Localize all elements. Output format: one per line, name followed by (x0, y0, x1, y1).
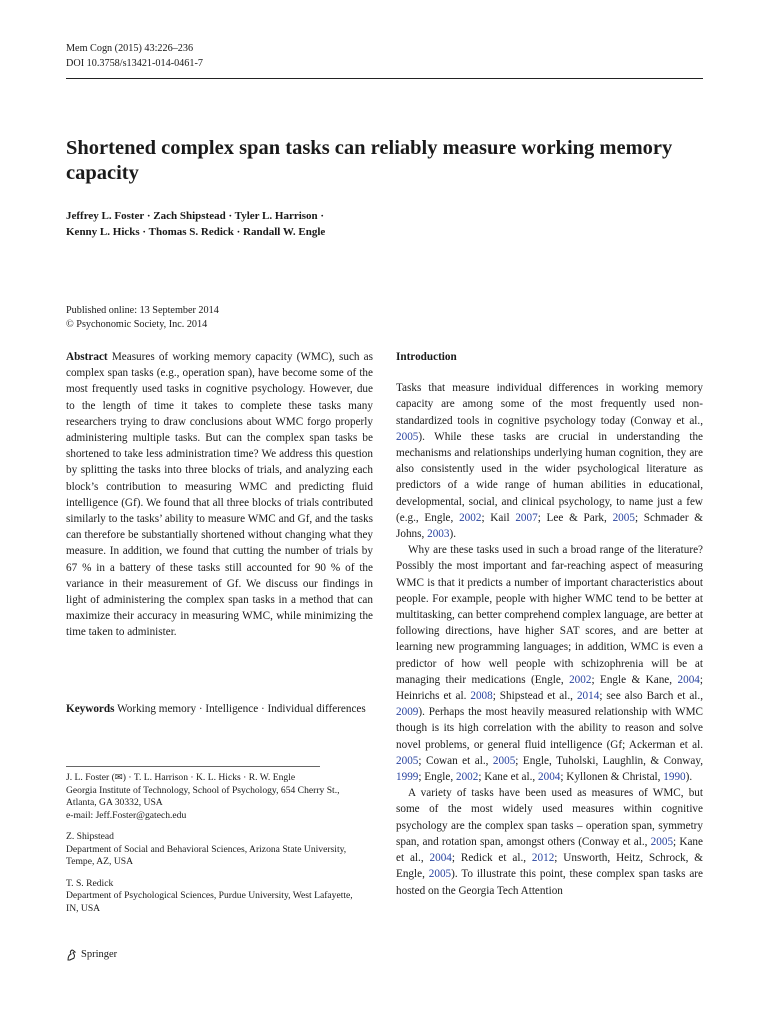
journal-citation: Mem Cogn (2015) 43:226–236 (66, 43, 194, 54)
affiliation-names: T. S. Redick (66, 877, 114, 889)
affiliation-address: Georgia Institute of Technology, School of Psychology, 654 Cherry St., Atlanta, GA 30332, USA (66, 784, 340, 808)
springer-horse-icon (66, 949, 77, 961)
citation-link[interactable]: 2004 (429, 852, 452, 865)
citation-link[interactable]: 2012 (531, 852, 555, 865)
affiliation-rule (66, 766, 320, 767)
paragraph-text: ; Cowan et al., (418, 754, 493, 767)
publisher-footer (66, 948, 117, 962)
paragraph-text: ). While these tasks are crucial in understanding the mechanisms and relationships underlying human cognition, they are also consistently used in the wider psychological literature as predictors of a wide range of human abilities in educational, developmental, social, and clinical psychology, to name just a few (e.g., Engle, (396, 430, 703, 524)
journal-header (66, 41, 203, 71)
keywords-text: Working memory · Intelligence · Individual differences (117, 703, 366, 715)
paragraph-text: ). To illustrate this point, these complex span tasks are hosted on the Georgia Tech Attention (396, 868, 703, 897)
paragraph-text: ; Engle, (418, 771, 456, 784)
paragraph-text: ; Kane et al., (478, 771, 539, 784)
header-rule (66, 78, 703, 79)
paragraph-text: ; Heinrichs et al. (396, 673, 703, 703)
paragraph-text: ; Engle & Kane, (591, 673, 678, 686)
affiliation-names: J. L. Foster (✉) · T. L. Harrison · K. L. Hicks · R. W. Engle (66, 772, 296, 783)
copyright: © Psychonomic Society, Inc. 2014 (66, 319, 208, 330)
citation-link[interactable]: 2009 (396, 706, 419, 719)
paragraph-text: Why are these tasks used in such a broad range of the literature? Possibly the most important and far-reaching aspect of measuring WMC is that it predicts a number of important characteristics about people. For example, people with higher WMC tend to be better at multitasking, can better comprehend complex language, are better at following directions, have higher SAT scores, and are better at learning new programming languages; in addition, WMC is even a predictor of how well people with schizophrenia will be at managing their medications (Engle, (396, 544, 703, 686)
citation-link[interactable]: 2004 (538, 771, 561, 784)
intro-paragraph-1 (396, 380, 703, 542)
citation-link[interactable]: 2002 (569, 673, 592, 686)
citation-link[interactable]: 1999 (396, 771, 419, 784)
affiliations (66, 772, 366, 924)
affiliation-address: Department of Psychological Sciences, Purdue University, West Lafayette, IN, USA (66, 890, 353, 914)
citation-link[interactable]: 2007 (515, 511, 538, 524)
paragraph-text: ; Schmader & Johns, (396, 511, 703, 541)
paragraph-text: ). Perhaps the most heavily measured relationship with WMC though is its high correlation with the ability to reason and solve novel problems, or general fluid intelligence (Gf; Ackerman et al. (396, 706, 703, 751)
intro-paragraph-3 (396, 785, 703, 898)
citation-link[interactable]: 2008 (470, 690, 493, 703)
citation-link[interactable]: 1990 (663, 771, 686, 784)
left-column (66, 349, 373, 641)
paragraph-text: ; Engle, Tuholski, Laughlin, & Conway, (515, 754, 703, 767)
paragraph-text: Tasks that measure individual differences in working memory capacity are among some of the most frequently used non-standardized tools in cognitive psychology today (Conway et al., (396, 382, 703, 427)
paragraph-text: A variety of tasks have been used as measures of WMC, but some of the most widely used measures within cognitive psychology are the complex span tasks – operation span, symmetry span, and rotation span, amongst others (Conway et al., (396, 787, 703, 848)
citation-link[interactable]: 2014 (576, 690, 600, 703)
keywords (66, 701, 366, 717)
citation-link[interactable]: 2005 (650, 835, 674, 848)
citation-link[interactable]: 2005 (396, 430, 419, 443)
affiliation-email[interactable]: e-mail: Jeff.Foster@gatech.edu (66, 809, 187, 821)
citation-link[interactable]: 2005 (428, 868, 452, 881)
citation-link[interactable]: 2005 (396, 754, 419, 767)
doi: DOI 10.3758/s13421-014-0461-7 (66, 58, 203, 69)
paragraph-text: ; Unsworth, Heitz, Schrock, & Engle, (396, 852, 704, 881)
author-list (66, 208, 626, 240)
paragraph-text: ; Kane et al., (396, 835, 703, 865)
paragraph-text: ). (449, 528, 456, 541)
citation-link[interactable]: 2003 (427, 528, 450, 541)
introduction-heading: Introduction (396, 351, 457, 363)
citation-link[interactable]: 2002 (459, 511, 482, 524)
publication-info (66, 304, 219, 332)
author-line-2: Kenny L. Hicks · Thomas S. Redick · Randall W. Engle (66, 226, 326, 238)
abstract (66, 349, 373, 641)
paragraph-text: ; Redick et al., (451, 852, 532, 865)
affiliation-shipstead (66, 831, 366, 869)
citation-link[interactable]: 2002 (455, 771, 479, 784)
paragraph-text: ; Lee & Park, (537, 511, 613, 524)
affiliation-address: Department of Social and Behavioral Sciences, Arizona State University, Tempe, AZ, USA (66, 843, 347, 867)
paragraph-text: ; Kyllonen & Christal, (560, 771, 664, 784)
abstract-text: Measures of working memory capacity (WMC), such as complex span tasks (e.g., operation span), have become some of the most frequently used tasks in cognitive psychology. However, due to the length of time it takes to complete these tasks many researchers trying to draw conclusions about WMC forgo properly administering multiple tasks. But can the complex span tasks be shortened to take less administration time? We address this question by splitting the tasks into three blocks of trials, and analyzing each block’s contribution to measuring WMC and predicting fluid intelligence (Gf). We found that all three blocks of trials contributed similarly to the tasks’ ability to measure WMC and Gf, and the tasks can therefore be substantially shortened without changing what they measure. In addition, we found that cutting the number of trials by 67 % in a battery of these tasks still accounted for 90 % of the variance in their measurement of Gf. We discuss our findings in light of administering the complex span tasks in a method that can maximize their accuracy in measuring WMC, while minimizing the time taken to administer. (66, 351, 374, 639)
paragraph-text: ; Shipstead et al., (492, 690, 577, 703)
intro-paragraph-2 (396, 542, 703, 785)
author-line-1: Jeffrey L. Foster · Zach Shipstead · Tyler L. Harrison · (66, 210, 325, 222)
citation-link[interactable]: 2005 (612, 511, 635, 524)
affiliation-redick (66, 878, 366, 916)
right-column (396, 349, 703, 899)
citation-link[interactable]: 2005 (492, 754, 516, 767)
paragraph-text: ; see also Barch et al., (599, 690, 703, 703)
published-date: Published online: 13 September 2014 (66, 305, 219, 316)
affiliation-names: Z. Shipstead (66, 831, 114, 842)
paragraph-text: ). (685, 771, 693, 784)
paragraph-text: ; Kail (481, 511, 516, 524)
abstract-label: Abstract (66, 351, 108, 363)
paper-title: Shortened complex span tasks can reliably measure working memory capacity (66, 137, 673, 184)
affiliation-foster (66, 772, 366, 822)
keywords-label: Keywords (66, 703, 115, 715)
citation-link[interactable]: 2004 (677, 673, 700, 686)
springer-wordmark: Springer (81, 949, 118, 960)
